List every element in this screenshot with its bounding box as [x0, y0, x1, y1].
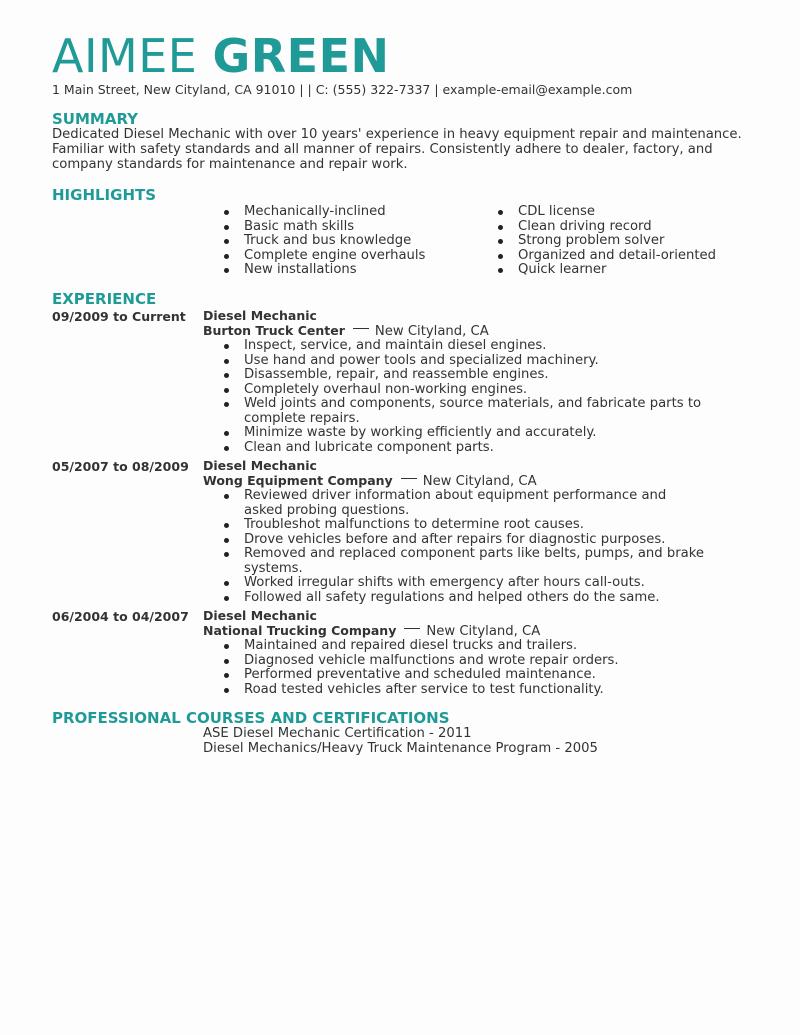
list-item: Clean driving record	[498, 220, 738, 235]
last-name: GREEN	[212, 29, 390, 83]
contact-info: 1 Main Street, New Cityland, CA 91010 | | C: (555) 322-7337 | example-email@example.com	[52, 82, 633, 97]
list-item: Complete engine overhauls	[224, 249, 454, 264]
list-item: Disassemble, repair, and reassemble engines.	[224, 368, 704, 383]
list-item: Road tested vehicles after service to test functionality.	[224, 683, 704, 698]
company-line	[203, 474, 723, 490]
dash-separator	[353, 328, 369, 329]
highlights-heading: HIGHLIGHTS	[52, 186, 157, 204]
list-item: Drove vehicles before and after repairs for diagnostic purposes.	[224, 533, 704, 548]
list-item: Diagnosed vehicle malfunctions and wrote repair orders.	[224, 654, 704, 669]
job-title: Diesel Mechanic	[203, 458, 317, 473]
company-line	[203, 624, 723, 640]
list-item: CDL license	[498, 205, 738, 220]
company-location: New Cityland, CA	[426, 623, 541, 639]
list-item: Followed all safety regulations and helped others do the same.	[224, 591, 704, 606]
list-item: Inspect, service, and maintain diesel engines.	[224, 339, 704, 354]
job-dates: 05/2007 to 08/2009	[52, 459, 189, 474]
list-item: Truck and bus knowledge	[224, 234, 454, 249]
company-line	[203, 324, 723, 340]
list-item: Troubleshot malfunctions to determine root causes.	[224, 518, 704, 533]
company-name: Wong Equipment Company	[203, 472, 393, 488]
company-name: Burton Truck Center	[203, 322, 345, 338]
job-dates: 09/2009 to Current	[52, 309, 186, 324]
highlights-right-column	[498, 205, 738, 278]
candidate-name	[52, 28, 390, 84]
list-item: Use hand and power tools and specialized machinery.	[224, 354, 704, 369]
certifications-heading: PROFESSIONAL COURSES AND CERTIFICATIONS	[52, 709, 450, 727]
list-item: Quick learner	[498, 263, 738, 278]
list-item: Maintained and repaired diesel trucks and trailers.	[224, 639, 704, 654]
job-duties	[224, 639, 704, 697]
list-item: Clean and lubricate component parts.	[224, 441, 704, 456]
list-item: New installations	[224, 263, 454, 278]
dash-separator	[404, 628, 420, 629]
list-item: Weld joints and components, source materials, and fabricate parts to complete repairs.	[224, 397, 704, 426]
summary-text: Dedicated Diesel Mechanic with over 10 years' experience in heavy equipment repair and maintenance. Familiar with safety standards and all manner of repairs. Consistently adhere to dealer, factory, and company standards for maintenance and repair work.	[52, 127, 742, 172]
list-item: Reviewed driver information about equipment performance and asked probing questions.	[224, 489, 704, 518]
company-location: New Cityland, CA	[422, 473, 537, 489]
job-dates: 06/2004 to 04/2007	[52, 609, 189, 624]
job-detail	[203, 309, 723, 455]
list-item: Completely overhaul non-working engines.	[224, 383, 704, 398]
job-detail	[203, 609, 723, 697]
list-item: Minimize waste by working efficiently and accurately.	[224, 426, 704, 441]
company-name: National Trucking Company	[203, 622, 397, 638]
first-name: AIMEE	[52, 29, 198, 83]
list-item: Basic math skills	[224, 220, 454, 235]
summary-heading: SUMMARY	[52, 110, 139, 128]
company-location: New Cityland, CA	[374, 323, 489, 339]
list-item: Diesel Mechanics/Heavy Truck Maintenance Program - 2005	[203, 740, 598, 756]
list-item: Performed preventative and scheduled maintenance.	[224, 668, 704, 683]
job-duties	[224, 489, 704, 605]
list-item: Removed and replaced component parts like belts, pumps, and brake systems.	[224, 547, 704, 576]
list-item: Strong problem solver	[498, 234, 738, 249]
list-item: Mechanically-inclined	[224, 205, 454, 220]
list-item: ASE Diesel Mechanic Certification - 2011	[203, 726, 472, 741]
job-title: Diesel Mechanic	[203, 308, 317, 323]
experience-heading: EXPERIENCE	[52, 290, 157, 308]
job-detail	[203, 459, 723, 605]
dash-separator	[401, 478, 417, 479]
certifications-list	[203, 727, 598, 757]
list-item: Organized and detail-oriented	[498, 249, 738, 264]
job-title: Diesel Mechanic	[203, 608, 317, 623]
list-item: Worked irregular shifts with emergency after hours call-outs.	[224, 576, 704, 591]
job-duties	[224, 339, 704, 455]
highlights-left-column	[224, 205, 454, 278]
